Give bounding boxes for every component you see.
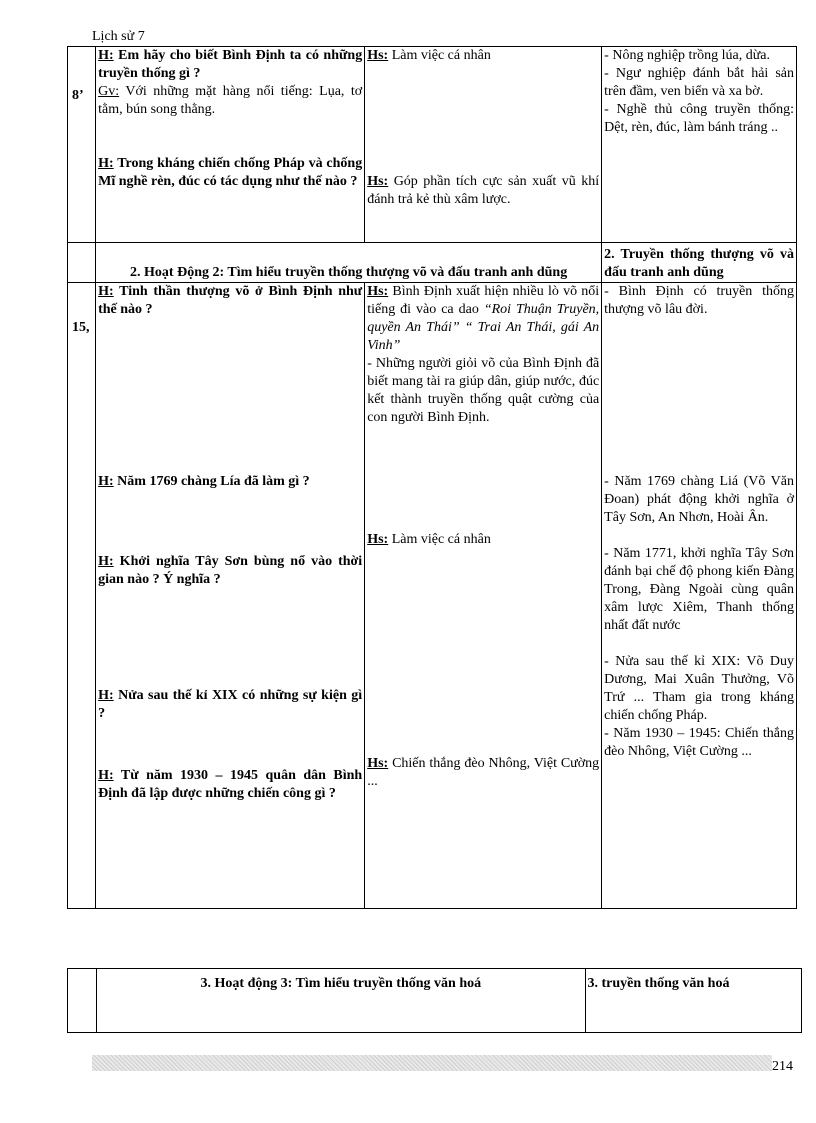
section2-q1-label: H:	[98, 284, 114, 299]
section2-row	[68, 283, 797, 909]
activity3-title: 3. Hoạt động 3: Tìm hiểu truyền thống văn hoá	[97, 969, 585, 1033]
section1-row	[68, 47, 797, 243]
section1-question-cell	[96, 47, 365, 243]
section2-hs1-more: - Những người giỏi võ của Bình Định đã biết mang tài ra giúp dân, giúp nước, đúc kết thành truyền thống quật cường của con người Bình Định.	[367, 356, 600, 425]
section2-q4-label: H:	[98, 688, 114, 703]
section1-q1-text: Em hãy cho biết Bình Định ta có những truyền thống gì ?	[98, 48, 363, 81]
section1-content-cell	[602, 47, 797, 243]
section2-time-cell	[68, 283, 96, 909]
section1-ans1: - Nông nghiệp trồng lúa, dừa.	[604, 48, 771, 63]
page-number: 214	[772, 1059, 793, 1074]
activity3-table	[67, 968, 802, 1033]
lesson-table	[67, 46, 797, 909]
section2-hs3-text: Chiến thắng đèo Nhông, Việt Cường ...	[367, 756, 600, 789]
section2-ans2: - Năm 1769 chàng Liá (Võ Văn Đoan) phát động khởi nghĩa ở Tây Sơn, An Nhơn, Hoài Ân.	[604, 474, 794, 525]
section2-ans5: - Năm 1930 – 1945: Chiến thắng đèo Nhông, Việt Cường ...	[604, 726, 794, 759]
section2-hs3-label: Hs:	[367, 756, 389, 771]
section2-q2-text: Năm 1769 chàng Lía đã làm gì ?	[113, 474, 310, 489]
section1-q2-label: H:	[98, 156, 114, 171]
section2-q5-text: Từ năm 1930 – 1945 quân dân Bình Định đã lập được những chiến công gì ?	[98, 768, 363, 801]
activity3-content-title: 3. truyền thống văn hoá	[585, 969, 802, 1033]
section2-hs2-text: Làm việc cá nhân	[388, 532, 491, 547]
page-header: Lịch sử 7	[92, 29, 145, 44]
section2-q3-text: Khởi nghĩa Tây Sơn bùng nổ vào thời gian nào ? Ý nghĩa ?	[98, 554, 363, 587]
activity2-content-title: 2. Truyền thống thượng võ và đấu tranh anh dũng	[602, 243, 797, 283]
section1-ans3: - Nghề thủ công truyền thống: Dệt, rèn, đúc, làm bánh tráng ..	[604, 102, 794, 135]
section1-hs2-text: Góp phần tích cực sản xuất vũ khí đánh trả kẻ thù xâm lược.	[367, 174, 600, 207]
section1-student-cell	[365, 47, 602, 243]
section2-content-cell	[602, 283, 797, 909]
section2-time: 15,	[72, 320, 90, 335]
section2-ans4: - Nửa sau thế kỉ XIX: Võ Duy Dương, Mai Xuân Thưởng, Võ Trứ ... Tham gia trong kháng chiến chống Pháp.	[604, 654, 794, 723]
section1-hs2-label: Hs:	[367, 174, 389, 189]
section1-time-cell	[68, 47, 96, 243]
section2-ans3: - Năm 1771, khởi nghĩa Tây Sơn đánh bại chế độ phong kiến Đàng Trong, Đàng Ngoài cùng quân xâm lược Xiêm, Thanh thống nhất đất nước	[604, 546, 794, 633]
activity3-row	[68, 969, 802, 1033]
section2-q3-label: H:	[98, 554, 114, 569]
section2-q2-label: H:	[98, 474, 114, 489]
section2-q4-text: Nửa sau thế kỉ XIX có những sự kiện gì ?	[98, 688, 363, 721]
section2-hs1-quote: “Roi Thuận Truyền, quyền An Thái” “ Trai An Thái, gái An Vinh”	[367, 302, 600, 353]
activity2-row	[68, 243, 797, 283]
section1-q1-label: H:	[98, 48, 114, 63]
footer-bar	[92, 1055, 772, 1071]
section2-student-cell	[365, 283, 602, 909]
section1-time: 8’	[72, 88, 84, 103]
activity2-title: 2. Hoạt Động 2: Tìm hiểu truyền thống thượng võ và đấu tranh anh dũng	[96, 243, 602, 283]
section2-question-cell	[96, 283, 365, 909]
section2-ans1: - Bình Định có truyền thống thượng võ lâu đời.	[604, 284, 794, 317]
section1-hs1-text: Làm việc cá nhân	[388, 48, 491, 63]
section1-q2-text: Trong kháng chiến chống Pháp và chống Mĩ nghề rèn, đúc có tác dụng như thế nào ?	[98, 156, 363, 189]
section1-hs1-label: Hs:	[367, 48, 389, 63]
section1-gv-label: Gv:	[98, 84, 120, 99]
section2-hs1-label: Hs:	[367, 284, 389, 299]
section2-q1-text: Tinh thần thượng võ ở Bình Định như thế nào ?	[98, 284, 363, 317]
section2-q5-label: H:	[98, 768, 114, 783]
section2-hs2-label: Hs:	[367, 532, 389, 547]
section2-hs1-text: Bình Định xuất hiện nhiều lò võ nổi tiếng đi vào ca dao	[367, 284, 600, 317]
section1-gv-text: Với những mặt hàng nổi tiếng: Lụa, tơ tằm, bún song thằng.	[98, 84, 363, 117]
section1-ans2: - Ngư nghiệp đánh bắt hải sản trên đầm, ven biển và xa bờ.	[604, 66, 794, 99]
